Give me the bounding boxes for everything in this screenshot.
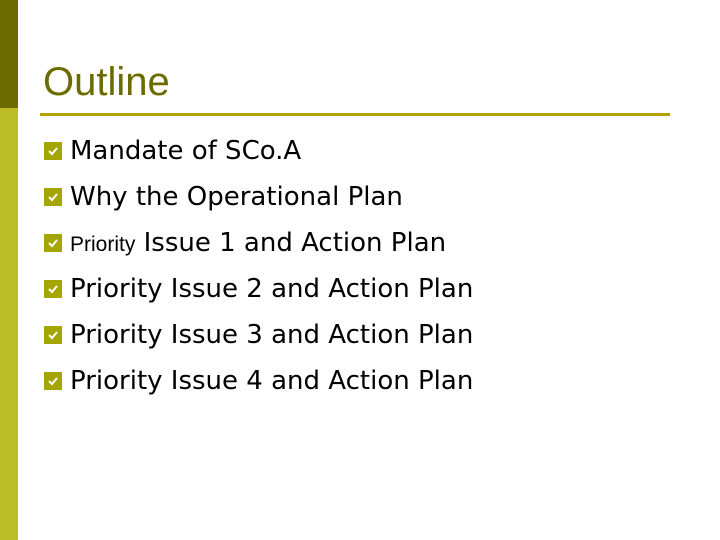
checkbox-icon [44,326,62,344]
title-underline [40,113,670,116]
list-item [44,128,473,174]
outline-list [44,128,473,404]
list-item [44,220,473,266]
checkbox-icon [44,188,62,206]
list-item [44,174,473,220]
list-item-label-small: Priority [70,233,136,256]
checkbox-icon [44,280,62,298]
list-item-label: Why the Operational Plan [70,182,403,212]
side-accent-bar-dark [0,0,18,108]
list-item-label: Mandate of SCo.A [70,136,302,166]
checkbox-icon [44,372,62,390]
list-item-label: Priority Issue 4 and Action Plan [70,366,474,396]
list-item-label [70,228,446,258]
list-item [44,358,473,404]
list-item [44,312,473,358]
checkbox-icon [44,234,62,252]
slide-title: Outline [43,60,170,104]
list-item-label: Priority Issue 3 and Action Plan [70,320,474,350]
list-item [44,266,473,312]
list-item-label: Priority Issue 2 and Action Plan [70,274,474,304]
list-item-label-rest: Issue 1 and Action Plan [135,228,447,258]
side-accent-bar-light [0,108,18,540]
checkbox-icon [44,142,62,160]
